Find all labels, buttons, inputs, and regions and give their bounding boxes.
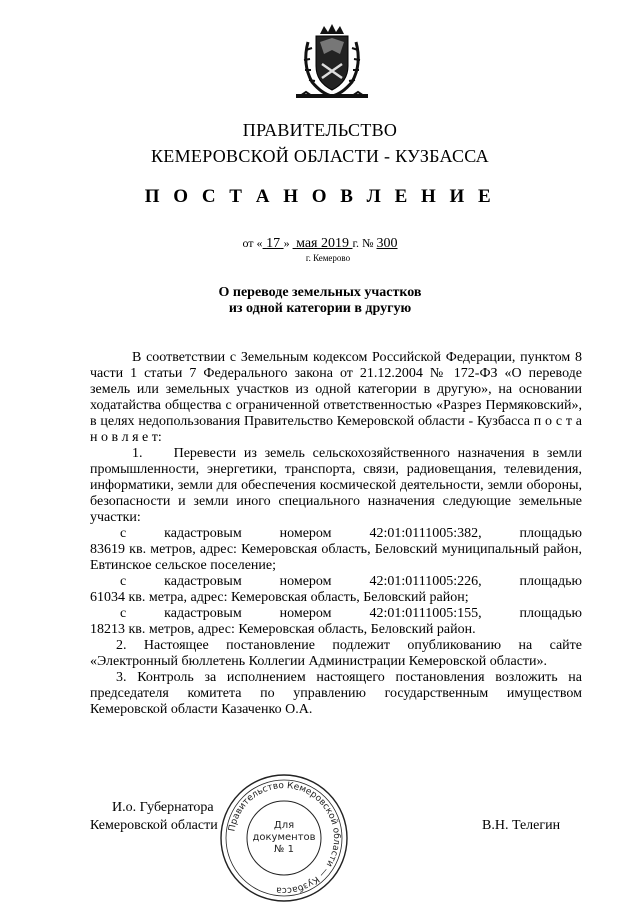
item-1-paragraph: 1. Перевести из земель сельскохозяйственного назначения в земли промышленности, энергетики, транспорта, связи, радиовещания, телевидения, информатики, земли для обеспечения космической деятельности, земли обороны, безопасности и земли иного специального назначения следующие земельные участки: (90, 446, 582, 525)
document-body (90, 350, 582, 718)
stamp-center-line2: документов (252, 832, 316, 843)
number-label: № (362, 236, 374, 250)
date-sep: » (283, 236, 290, 250)
plot-1-line: с кадастровым номером 42:01:0111005:382, площадью (120, 526, 582, 541)
coat-of-arms-emblem (296, 20, 368, 100)
city: г. Кемерово (305, 253, 351, 263)
date-day: 17 (266, 236, 281, 251)
plot-3-line: с кадастровым номером 42:01:0111005:155, площадью (120, 606, 582, 621)
signatory-role-line2: Кемеровской области (90, 818, 218, 833)
plot-1-rest: 83619 кв. метров, адрес: Кемеровская область, Беловский муниципальный район, Евтинское сельское поселение; (90, 542, 582, 573)
plot-2-line: с кадастровым номером 42:01:0111005:226, площадью (120, 574, 582, 589)
document-type-heading: П О С Т А Н О В Л Е Н И Е (144, 186, 496, 207)
document-title-line1: О переводе земельных участков (218, 285, 422, 300)
item-3-paragraph: 3. Контроль за исполнением настоящего постановления возложить на председателя комитета по управлению государственным имуществом Кемеровской области Казаченко О.А. (90, 670, 582, 717)
document-number: 300 (376, 236, 398, 251)
stamp-center-line3: № 1 (274, 844, 294, 855)
document-title-line2: из одной категории в другую (228, 301, 412, 316)
date-prefix: от « (242, 236, 263, 250)
official-stamp (218, 772, 350, 904)
item-2-paragraph: 2. Настоящее постановление подлежит опубликованию на сайте «Электронный бюллетень Коллегии Администрации Кемеровской области». (90, 638, 582, 669)
intro-paragraph: В соответствии с Земельным кодексом Российской Федерации, пунктом 8 части 1 статьи 7 Федерального закона от 21.12.2004 № 172-ФЗ «О переводе земель или земельных участков из одной категории в другую», на основании ходатайства общества с ограниченной ответственностью «Разрез Пермяковский», в целях недопользования Правительство Кемеровской области - Кузбасса п о с т а н о в л я е т: (90, 350, 582, 445)
plot-3-rest: 18213 кв. метров, адрес: Кемеровская область, Беловский район. (90, 622, 476, 637)
signatory-role-line1: И.о. Губернатора (112, 800, 214, 815)
plot-2-rest: 61034 кв. метра, адрес: Кемеровская область, Беловский район; (90, 590, 469, 605)
date-number-line (0, 236, 640, 252)
government-name-line1: ПРАВИТЕЛЬСТВО (242, 120, 398, 140)
stamp-ring-text: Правительство Кемеровской области — Кузбасса (227, 780, 342, 896)
date-year-suffix: г. (352, 236, 360, 250)
stamp-center-line1: Для (273, 820, 295, 831)
date-month-year: мая 2019 (296, 236, 349, 251)
government-name-line2: КЕМЕРОВСКОЙ ОБЛАСТИ - КУЗБАССА (151, 146, 489, 166)
signatory-name: В.Н. Телегин (482, 818, 561, 833)
